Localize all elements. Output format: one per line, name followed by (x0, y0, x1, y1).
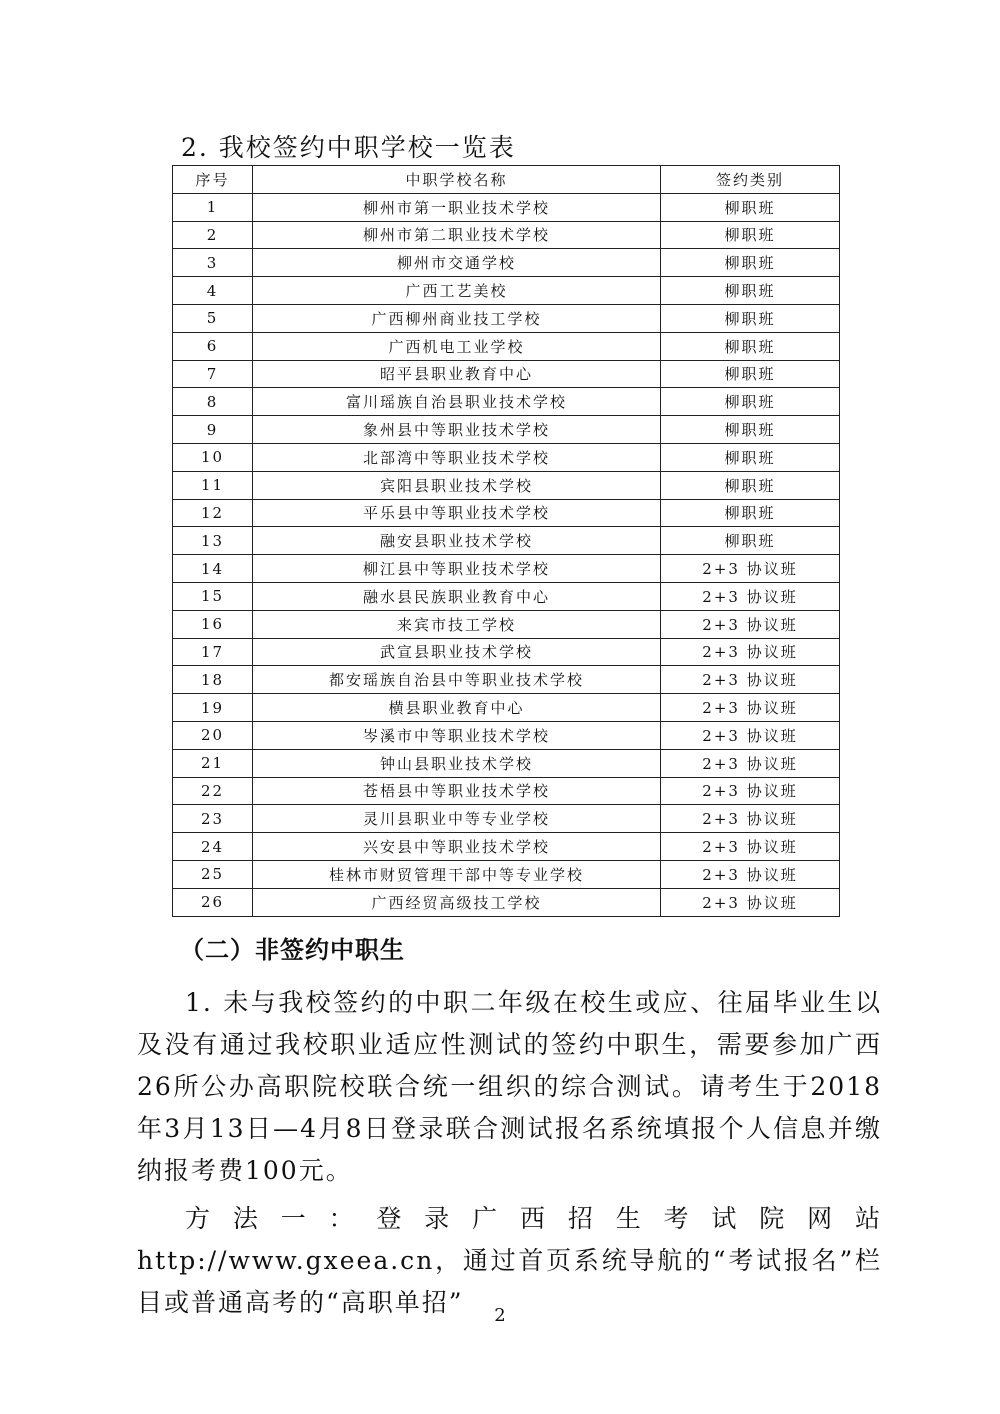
cell-index: 1 (173, 193, 253, 221)
cell-sign-type: 2+3 协议班 (661, 721, 840, 749)
cell-index: 3 (173, 249, 253, 277)
cell-sign-type: 柳职班 (661, 527, 840, 555)
cell-school-name: 岑溪市中等职业技术学校 (253, 721, 661, 749)
cell-sign-type: 2+3 协议班 (661, 666, 840, 694)
cell-school-name: 钟山县职业技术学校 (253, 749, 661, 777)
table-row (173, 360, 840, 388)
cell-sign-type: 柳职班 (661, 388, 840, 416)
cell-school-name: 象州县中等职业技术学校 (253, 416, 661, 444)
cell-school-name: 宾阳县职业技术学校 (253, 471, 661, 499)
cell-school-name: 广西机电工业学校 (253, 332, 661, 360)
table-row (173, 221, 840, 249)
cell-index: 14 (173, 555, 253, 583)
cell-index: 7 (173, 360, 253, 388)
table-row (173, 332, 840, 360)
cell-index: 6 (173, 332, 253, 360)
cell-index: 16 (173, 610, 253, 638)
cell-school-name: 柳州市交通学校 (253, 249, 661, 277)
subheading: （二）非签约中职生 (180, 936, 405, 964)
cell-index: 24 (173, 833, 253, 861)
table-row (173, 527, 840, 555)
cell-index: 10 (173, 443, 253, 471)
table-row (173, 582, 840, 610)
table-row (173, 388, 840, 416)
cell-sign-type: 2+3 协议班 (661, 805, 840, 833)
cell-index: 15 (173, 582, 253, 610)
cell-index: 26 (173, 888, 253, 916)
cell-sign-type: 柳职班 (661, 416, 840, 444)
table-row (173, 888, 840, 916)
cell-school-name: 北部湾中等职业技术学校 (253, 443, 661, 471)
cell-school-name: 柳州市第一职业技术学校 (253, 193, 661, 221)
cell-sign-type: 柳职班 (661, 193, 840, 221)
cell-sign-type: 2+3 协议班 (661, 694, 840, 722)
table-row (173, 860, 840, 888)
cell-sign-type: 柳职班 (661, 304, 840, 332)
cell-school-name: 融安县职业技术学校 (253, 527, 661, 555)
section-title: 2. 我校签约中职学校一览表 (181, 133, 516, 162)
header-school-name: 中职学校名称 (253, 166, 661, 194)
cell-sign-type: 柳职班 (661, 249, 840, 277)
cell-school-name: 横县职业教育中心 (253, 694, 661, 722)
cell-sign-type: 2+3 协议班 (661, 638, 840, 666)
table-row (173, 499, 840, 527)
table-row (173, 443, 840, 471)
cell-school-name: 融水县民族职业教育中心 (253, 582, 661, 610)
paragraph-2: 方法一：登录广西招生考试院网站 http://www.gxeea.cn，通过首页系统导航的“考试报名”栏目或普通高考的“高职单招” (137, 1204, 882, 1317)
table-row (173, 833, 840, 861)
cell-sign-type: 2+3 协议班 (661, 860, 840, 888)
table-row (173, 666, 840, 694)
cell-school-name: 广西经贸高级技工学校 (253, 888, 661, 916)
table-header-row (173, 166, 840, 194)
cell-school-name: 苍梧县中等职业技术学校 (253, 777, 661, 805)
table-row (173, 277, 840, 305)
cell-sign-type: 2+3 协议班 (661, 610, 840, 638)
cell-index: 5 (173, 304, 253, 332)
cell-index: 21 (173, 749, 253, 777)
cell-index: 2 (173, 221, 253, 249)
cell-school-name: 来宾市技工学校 (253, 610, 661, 638)
cell-index: 8 (173, 388, 253, 416)
header-index: 序号 (173, 166, 253, 194)
cell-school-name: 桂林市财贸管理干部中等专业学校 (253, 860, 661, 888)
header-sign-type: 签约类别 (661, 166, 840, 194)
cell-school-name: 昭平县职业教育中心 (253, 360, 661, 388)
cell-index: 19 (173, 694, 253, 722)
table-row (173, 416, 840, 444)
cell-sign-type: 柳职班 (661, 471, 840, 499)
cell-school-name: 广西工艺美校 (253, 277, 661, 305)
cell-index: 18 (173, 666, 253, 694)
cell-sign-type: 2+3 协议班 (661, 833, 840, 861)
cell-index: 9 (173, 416, 253, 444)
cell-sign-type: 2+3 协议班 (661, 888, 840, 916)
cell-sign-type: 柳职班 (661, 499, 840, 527)
cell-index: 22 (173, 777, 253, 805)
cell-school-name: 柳州市第二职业技术学校 (253, 221, 661, 249)
table-row (173, 471, 840, 499)
cell-sign-type: 2+3 协议班 (661, 777, 840, 805)
cell-school-name: 柳江县中等职业技术学校 (253, 555, 661, 583)
table-row (173, 249, 840, 277)
table-row (173, 694, 840, 722)
cell-index: 23 (173, 805, 253, 833)
cell-school-name: 平乐县中等职业技术学校 (253, 499, 661, 527)
cell-school-name: 富川瑶族自治县职业技术学校 (253, 388, 661, 416)
cell-sign-type: 柳职班 (661, 443, 840, 471)
table-row (173, 805, 840, 833)
page-number: 2 (494, 1305, 506, 1326)
table-row (173, 555, 840, 583)
signed-schools-table (172, 165, 840, 917)
cell-index: 17 (173, 638, 253, 666)
cell-sign-type: 2+3 协议班 (661, 749, 840, 777)
cell-index: 25 (173, 860, 253, 888)
cell-index: 20 (173, 721, 253, 749)
table-row (173, 777, 840, 805)
cell-sign-type: 柳职班 (661, 221, 840, 249)
table-row (173, 721, 840, 749)
cell-school-name: 武宣县职业技术学校 (253, 638, 661, 666)
cell-school-name: 都安瑶族自治县中等职业技术学校 (253, 666, 661, 694)
cell-school-name: 兴安县中等职业技术学校 (253, 833, 661, 861)
cell-index: 12 (173, 499, 253, 527)
cell-index: 11 (173, 471, 253, 499)
cell-index: 4 (173, 277, 253, 305)
cell-index: 13 (173, 527, 253, 555)
table-row (173, 638, 840, 666)
cell-school-name: 广西柳州商业技工学校 (253, 304, 661, 332)
cell-school-name: 灵川县职业中等专业学校 (253, 805, 661, 833)
cell-sign-type: 柳职班 (661, 360, 840, 388)
table-row (173, 304, 840, 332)
table-row (173, 749, 840, 777)
cell-sign-type: 2+3 协议班 (661, 555, 840, 583)
cell-sign-type: 2+3 协议班 (661, 582, 840, 610)
table-row (173, 193, 840, 221)
cell-sign-type: 柳职班 (661, 277, 840, 305)
table-row (173, 610, 840, 638)
cell-sign-type: 柳职班 (661, 332, 840, 360)
paragraph-1: 1. 未与我校签约的中职二年级在校生或应、往届毕业生以及没有通过我校职业适应性测试的签约中职生，需要参加广西26所公办高职院校联合统一组织的综合测试。请考生于2018年3月13日—4月8日登录联合测试报名系统填报个人信息并缴纳报考费100元。 (137, 988, 882, 1185)
